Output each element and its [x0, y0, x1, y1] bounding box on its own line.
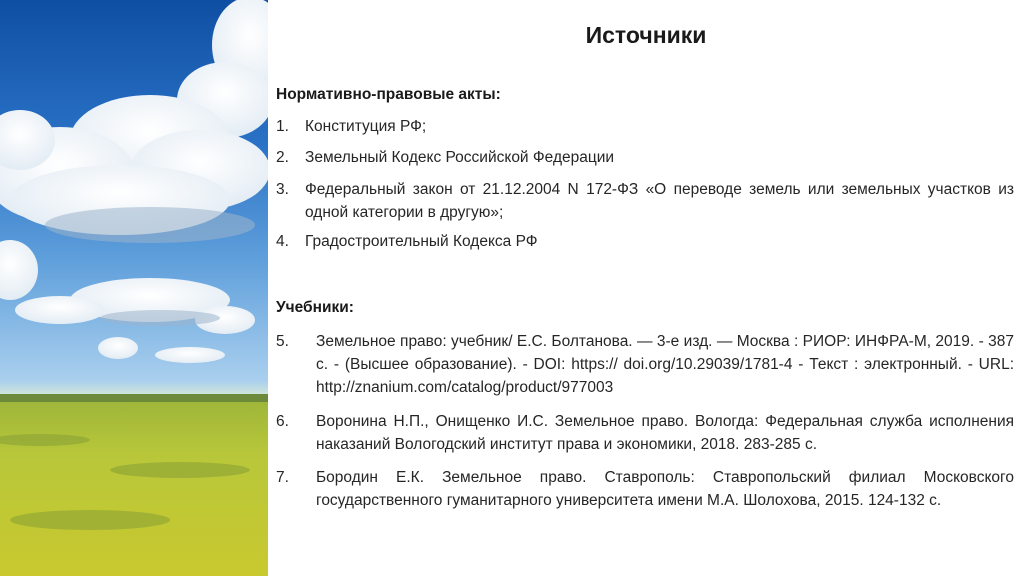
item-number: 3. — [276, 181, 289, 198]
section-heading-legal-acts: Нормативно-правовые акты: — [276, 86, 501, 103]
item-text: Конституция РФ; — [305, 118, 427, 135]
list-item — [276, 330, 1014, 399]
item-text: Земельное право: учебник/ Е.С. Болтанова. — 3-е изд. — Москва : РИОР: ИНФРА-М, 2019. - 387 с. - (Высшее образование). - DOI: https:// doi.org/10.29039/1781-4 - Текст : электронный. - URL: http://znanium.com/catalog/product/977003 — [316, 333, 1014, 396]
item-text: Градостроительный Кодекса РФ — [305, 233, 538, 250]
list-item — [276, 230, 1014, 253]
sky-and-field-illustration — [0, 0, 268, 576]
list-item — [276, 115, 1014, 138]
item-text: Федеральный закон от 21.12.2004 N 172-ФЗ «О переводе земель или земельных участков из одной категории в другую»; — [305, 181, 1014, 221]
section-heading-textbooks: Учебники: — [276, 299, 354, 316]
sources-content — [276, 0, 1016, 576]
landscape-image — [0, 0, 268, 576]
item-text: Земельный Кодекс Российской Федерации — [305, 149, 615, 166]
item-number: 6. — [276, 413, 289, 430]
list-item — [276, 178, 1014, 224]
item-number: 2. — [276, 149, 289, 166]
page-title: Источники — [585, 22, 707, 48]
item-number: 1. — [276, 118, 289, 135]
item-text: Воронина Н.П., Онищенко И.С. Земельное право. Вологда: Федеральная служба исполнения наказаний Вологодский институт права и экономики, 2018. 283-285 с. — [316, 413, 1014, 453]
list-item — [276, 146, 1014, 169]
item-number: 4. — [276, 233, 289, 250]
item-number: 7. — [276, 469, 289, 486]
list-item — [276, 410, 1014, 456]
item-number: 5. — [276, 333, 289, 350]
list-item — [276, 466, 1014, 512]
item-text: Бородин Е.К. Земельное право. Ставрополь: Ставропольский филиал Московского государственного гуманитарного университета имени М.А. Шолохова, 2015. 124-132 с. — [316, 469, 1014, 509]
